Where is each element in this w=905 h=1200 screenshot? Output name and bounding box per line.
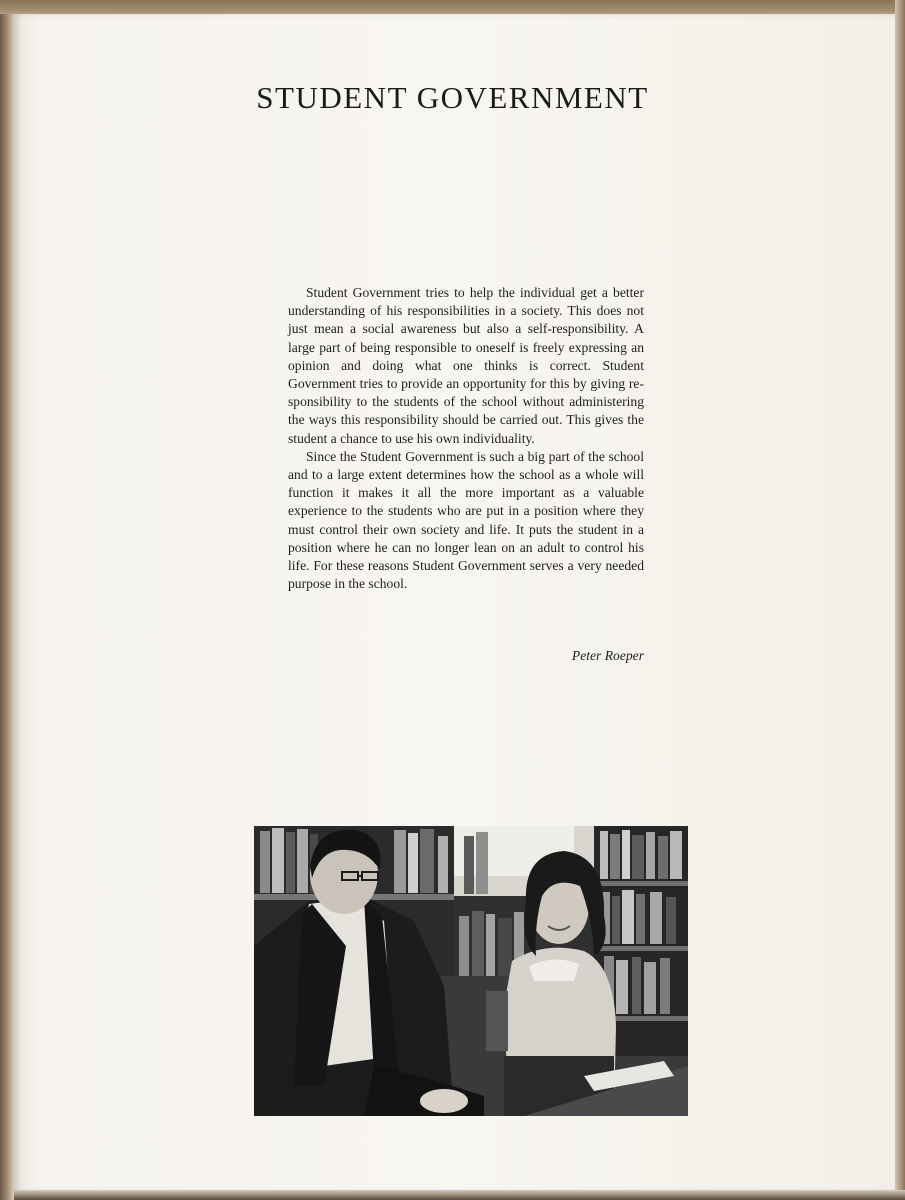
- page-edge-bottom: [14, 1190, 905, 1200]
- student-photo: [254, 826, 688, 1116]
- page-title: STUDENT GOVERNMENT: [256, 80, 649, 115]
- article-paragraph-1: Student Government tries to help the individual get a better understanding of his responsibilities in a society. This does not just mean a social awareness but also a self-responsibility. A large part of being responsible to oneself is freely expressing an opinion and doing what one thinks is correct. Student Government tries to provide an opportunity for this by giving responsibility to the students of the school without administering the ways this responsibility should be carried out. This gives the student a chance to use his own individuality.: [288, 285, 644, 446]
- article-body: [288, 284, 644, 593]
- article-paragraph-2: Since the Student Government is such a big part of the school and to a large extent determines how the school as a whole will function it makes it all the more important as a valuable experience to the students who are put in a position where they must control their own society and life. It puts the student in a position where he can no longer lean on an adult to control his life. For these reasons Student Government serves a very needed purpose in the school.: [288, 448, 644, 592]
- page-edge-right: [895, 0, 905, 1200]
- author-byline: Peter Roeper: [571, 648, 644, 663]
- book-spine-edge: [0, 14, 14, 1200]
